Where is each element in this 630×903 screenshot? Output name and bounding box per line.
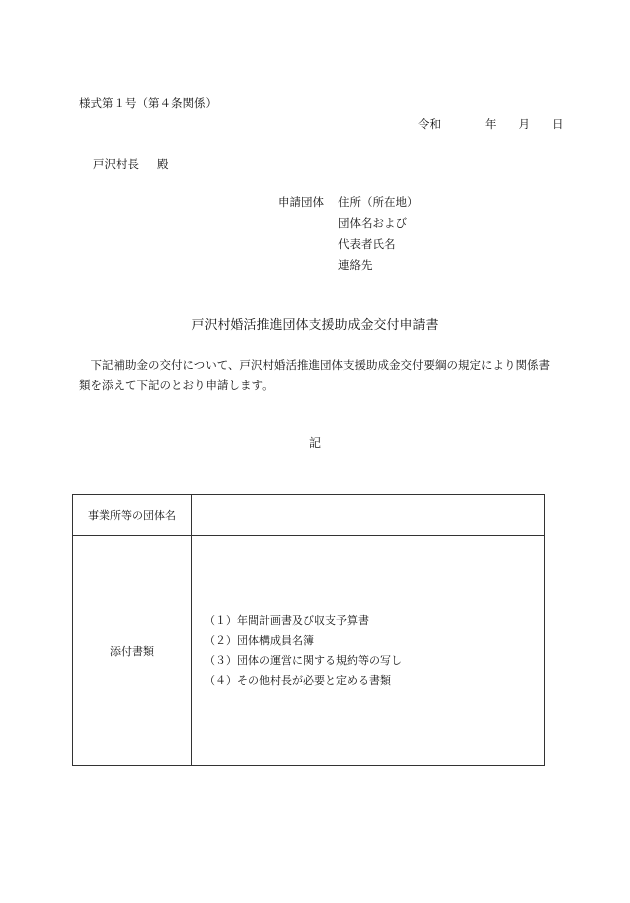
document-title: 戸沢村婚活推進団体支援助成金交付申請書 bbox=[191, 318, 439, 333]
addressee-honorific: 殿 bbox=[157, 157, 169, 171]
attachments-list bbox=[192, 611, 544, 691]
addressee-name: 戸沢村長 bbox=[93, 157, 139, 171]
attachment-item-4: （４）その他村長が必要と定める書類 bbox=[204, 673, 391, 687]
body-text: 下記補助金の交付について、戸沢村婚活推進団体支援助成金交付要綱の規定により関係書類を添えて下記のとおり申請します。 bbox=[79, 358, 551, 392]
attachment-item-3: （３）団体の運営に関する規約等の写し bbox=[204, 653, 402, 667]
date-year: 年 bbox=[485, 117, 497, 131]
attachment-item-1: （１）年間計画書及び収支予算書 bbox=[204, 613, 369, 627]
applicant-contact-field: 連絡先 bbox=[338, 258, 373, 272]
applicant-representative-field: 代表者氏名 bbox=[338, 237, 396, 251]
attachments-label: 添付書類 bbox=[73, 536, 192, 766]
organization-label: 事業所等の団体名 bbox=[73, 495, 192, 536]
date-line bbox=[418, 118, 564, 132]
applicant-address-field: 住所（所在地） bbox=[338, 195, 419, 209]
applicant-org-name-field: 団体名および bbox=[338, 216, 407, 230]
date-era: 令和 bbox=[418, 117, 441, 131]
organization-value-cell[interactable] bbox=[192, 495, 545, 536]
date-month: 月 bbox=[518, 117, 530, 131]
date-day: 日 bbox=[552, 117, 564, 131]
attachments-cell bbox=[192, 536, 545, 766]
table-row-attachments bbox=[73, 536, 545, 766]
table-row-organization bbox=[73, 495, 545, 536]
ki-heading: 記 bbox=[308, 436, 321, 450]
addressee bbox=[93, 158, 169, 172]
form-number: 様式第１号（第４条関係） bbox=[79, 96, 217, 110]
applicant-label: 申請団体 bbox=[278, 195, 324, 209]
application-table bbox=[72, 494, 545, 766]
attachment-item-2: （２）団体構成員名簿 bbox=[204, 633, 314, 647]
